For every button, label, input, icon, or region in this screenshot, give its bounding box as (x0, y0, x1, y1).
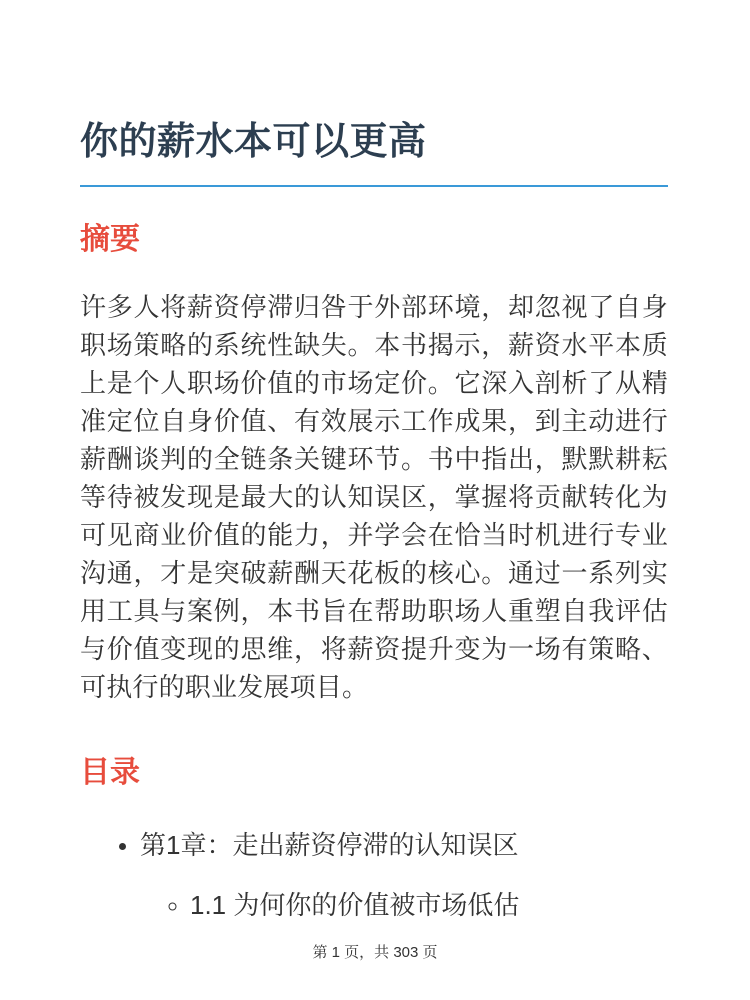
toc-list (80, 826, 668, 924)
title-divider (80, 185, 668, 187)
toc-chapter-item (140, 826, 668, 924)
toc-section-item (190, 886, 668, 924)
toc-section-label: 1.1 为何你的价值被市场低估 (190, 890, 520, 920)
toc-sublist (140, 886, 668, 924)
toc-chapter-label: 第1章：走出薪资停滞的认知误区 (140, 830, 519, 860)
page-number-text: 第 1 页，共 303 页 (312, 944, 438, 961)
toc-heading: 目录 (80, 756, 140, 789)
abstract-paragraph: 许多人将薪资停滞归咎于外部环境，却忽视了自身职场策略的系统性缺失。本书揭示，薪资水平本质上是个人职场价值的市场定价。它深入剖析了从精准定位自身价值、有效展示工作成果，到主动进行薪酬谈判的全链条关键环节。书中指出，默默耕耘等待被发现是最大的认知误区，掌握将贡献转化为可见商业价值的能力，并学会在恰当时机进行专业沟通，才是突破薪酬天花板的核心。通过一系列实用工具与案例，本书旨在帮助职场人重塑自我评估与价值变现的思维，将薪资提升变为一场有策略、可执行的职业发展项目。 (80, 292, 668, 702)
page-footer (0, 941, 750, 962)
abstract-heading: 摘要 (80, 223, 140, 256)
page-title: 你的薪水本可以更高 (80, 121, 427, 163)
